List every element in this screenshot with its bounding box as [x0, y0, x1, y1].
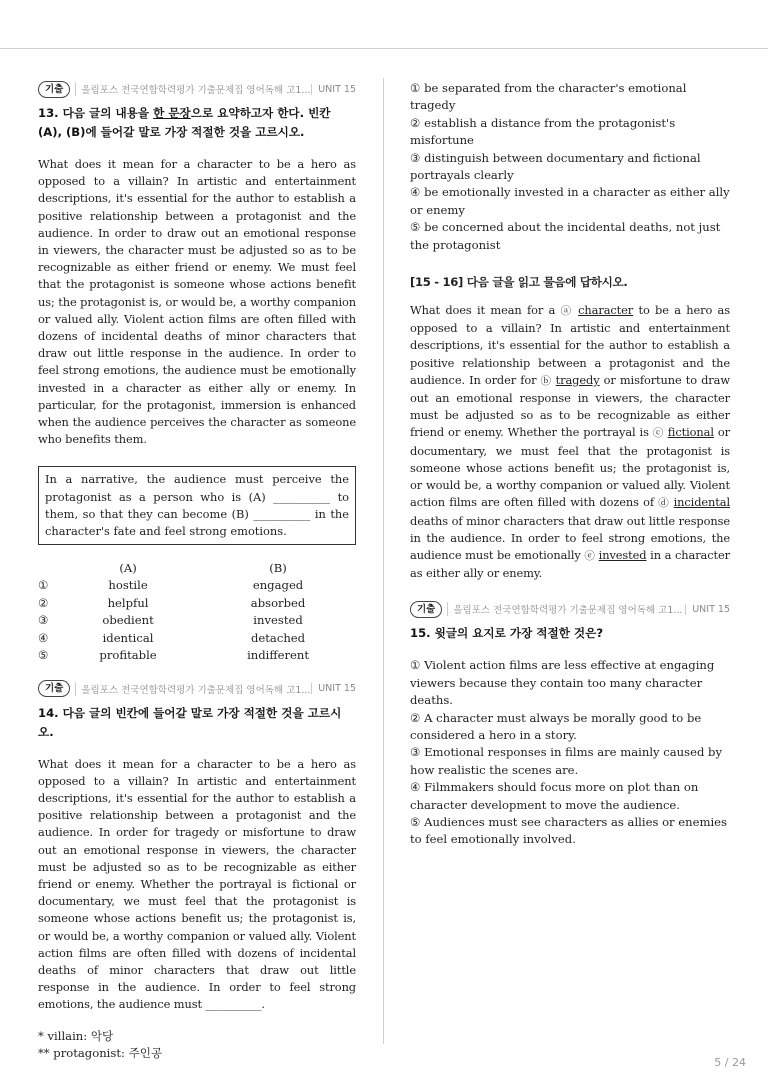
- q13-option-1[interactable]: ① hostile engaged: [38, 578, 304, 593]
- q13-options-table: [38, 559, 356, 663]
- source-line: [38, 680, 356, 698]
- marker-d: ⓓ: [658, 497, 670, 510]
- q13-title-after: 으로 요약하고자 한다. 빈칸 (A), (B)에 들어갈 말로 가장 적절한 것을 고르시오.: [38, 106, 331, 139]
- q13-summary-box: In a narrative, the audience must perceive the protagonist as a person who is (A) __________ to them, so that they can become (B) __________ in the character's fate and feel strong emotions.: [38, 466, 356, 545]
- q14-option-3[interactable]: ③ distinguish between documentary and fictional portrayals clearly: [410, 150, 701, 183]
- source-badge: 기출: [38, 81, 70, 98]
- underlined-fictional: fictional: [667, 425, 714, 440]
- marker-b: ⓑ: [540, 374, 552, 387]
- source-badge: 기출: [410, 601, 442, 618]
- left-column: [38, 80, 356, 1062]
- column-divider: [383, 78, 384, 1044]
- source-text: 올림포스 전국연합학력평가 기출문제집 영어독해 고1...: [447, 602, 682, 616]
- q13-option-3[interactable]: ③ obedient invested: [38, 613, 303, 628]
- q15-option-4[interactable]: ④ Filmmakers should focus more on plot than on character development to move the audience.: [410, 780, 699, 812]
- q14-title: [38, 704, 356, 742]
- q15-option-1[interactable]: ① Violent action films are less effective at engaging viewers because they contain too many character deaths.: [410, 658, 715, 708]
- q15-option-5[interactable]: ⑤ Audiences must see characters as allies or enemies to feel emotionally involved.: [410, 814, 727, 847]
- source-line: [38, 80, 356, 98]
- q14-option-2[interactable]: ② establish a distance from the protagonist's misfortune: [410, 115, 676, 148]
- q15-option-2[interactable]: ② A character must always be morally good to be considered a hero in a story.: [410, 710, 702, 742]
- section-title: [15 - 16] 다음 글을 읽고 물음에 답하시오.: [410, 275, 628, 290]
- q13-header-a: (A): [119, 560, 137, 575]
- underlined-tragedy: tragedy: [555, 372, 600, 387]
- unit-label: UNIT 15: [311, 84, 356, 95]
- underlined-incidental: incidental: [673, 495, 730, 510]
- q13-passage: What does it mean for a character to be a hero as opposed to a villain? In artistic and entertainment descriptions, it's essential for the author to establish a positive relationship between a protagonist and the audience. In order to draw out an emotional response in viewers, the character must be adjusted so as to be recognizable as either friend or enemy. We must feel that the protagonist is someone whose actions benefit us; the protagonist is, or would be, a worthy companion or valued ally. Violent action films are often filled with dozens of incidental deaths of minor characters that draw out little response in the audience. In order to feel strong emotions, the audience must be emotionally invested in a character as either ally or enemy. In particular, for the protagonist, immersion is enhanced when the audience perceives the character as someone who benefits them.: [38, 157, 356, 447]
- unit-label: UNIT 15: [685, 604, 730, 615]
- section-passage: What does it mean for a ⓐ character to be a hero as opposed to a villain? In artistic and entertainment descriptions, it's essential for the author to establish a positive relationship between a protagonist and the audience. In order for ⓑ tragedy or misfortune to draw out an emotional response in viewers, the character must be adjusted so as to be recognizable as either friend or enemy. Whether the portrayal is ⓒ fictional or documentary, we must feel that the protagonist is someone whose actions benefit us; the protagonist is, or would be, a worthy companion or valued ally. Violent action films are often filled with dozens of ⓓ incidental deaths of minor characters that draw out little response in the audience. In order to feel strong emotions, the audience must be emotionally ⓔ invested in a character as either ally or enemy.: [410, 303, 730, 581]
- note-protagonist: ** protagonist: 주인공: [38, 1046, 163, 1061]
- q14-title-text: 다음 글의 빈칸에 들어갈 말로 가장 적절한 것을 고르시오.: [38, 705, 342, 739]
- q13-number: 13.: [38, 106, 59, 120]
- right-column: [410, 80, 730, 849]
- q15-title-text: 윗글의 요지로 가장 적절한 것은?: [434, 626, 604, 641]
- q15-title: [410, 624, 730, 643]
- q13-title-underlined: 한 문장: [153, 106, 191, 120]
- q14-option-4[interactable]: ④ be emotionally invested in a character as either ally or enemy: [410, 185, 730, 217]
- q14-number: 14.: [38, 705, 59, 720]
- q14-notes: [38, 1028, 356, 1063]
- q13-option-2[interactable]: ② helpful absorbed: [38, 595, 306, 610]
- source-text: 올림포스 전국연합학력평가 기출문제집 영어독해 고1...: [75, 682, 310, 696]
- marker-c: ⓒ: [652, 427, 664, 440]
- marker-a: ⓐ: [560, 305, 573, 318]
- source-text: 올림포스 전국연합학력평가 기출문제집 영어독해 고1...: [75, 82, 310, 96]
- unit-label: UNIT 15: [311, 683, 356, 694]
- q13-title: [38, 104, 356, 142]
- source-line: [410, 600, 730, 618]
- page-number: 5 / 24: [714, 1056, 746, 1069]
- q15-number: 15.: [410, 626, 431, 641]
- q13-options-header: [38, 559, 356, 576]
- q13-header-b: (B): [269, 560, 287, 575]
- note-villain: * villain: 악당: [38, 1028, 114, 1043]
- underlined-invested: invested: [598, 547, 647, 562]
- q13-option-4[interactable]: ④ identical detached: [38, 630, 306, 645]
- q15-option-3[interactable]: ③ Emotional responses in films are mainly caused by how realistic the scenes are.: [410, 745, 723, 777]
- marker-e: ⓔ: [584, 549, 595, 562]
- q14-option-5[interactable]: ⑤ be concerned about the incidental deaths, not just the protagonist: [410, 220, 721, 252]
- q14-option-1[interactable]: ① be separated from the character's emotional tragedy: [410, 81, 687, 113]
- underlined-character: character: [578, 303, 634, 318]
- header-divider: [0, 48, 768, 49]
- q14-passage: What does it mean for a character to be a hero as opposed to a villain? In artistic and entertainment descriptions, it's essential for the author to establish a positive relationship between a protagonist and the audience. In order for tragedy or misfortune to draw out an emotional response in viewers, the character must be adjusted so as to be recognizable as either friend or enemy. Whether the portrayal is fictional or documentary, we must feel that the protagonist is someone whose actions benefit us; the protagonist is, or would be, a worthy companion or valued ally. Violent action films are often filled with dozens of incidental deaths of minor characters that draw out little response in the audience. In order to feel strong emotions, the audience must __________.: [38, 756, 356, 1012]
- q13-option-5[interactable]: ⑤ profitable indifferent: [38, 647, 310, 662]
- source-badge: 기출: [38, 680, 70, 697]
- q13-title-before: 다음 글의 내용을: [62, 106, 150, 120]
